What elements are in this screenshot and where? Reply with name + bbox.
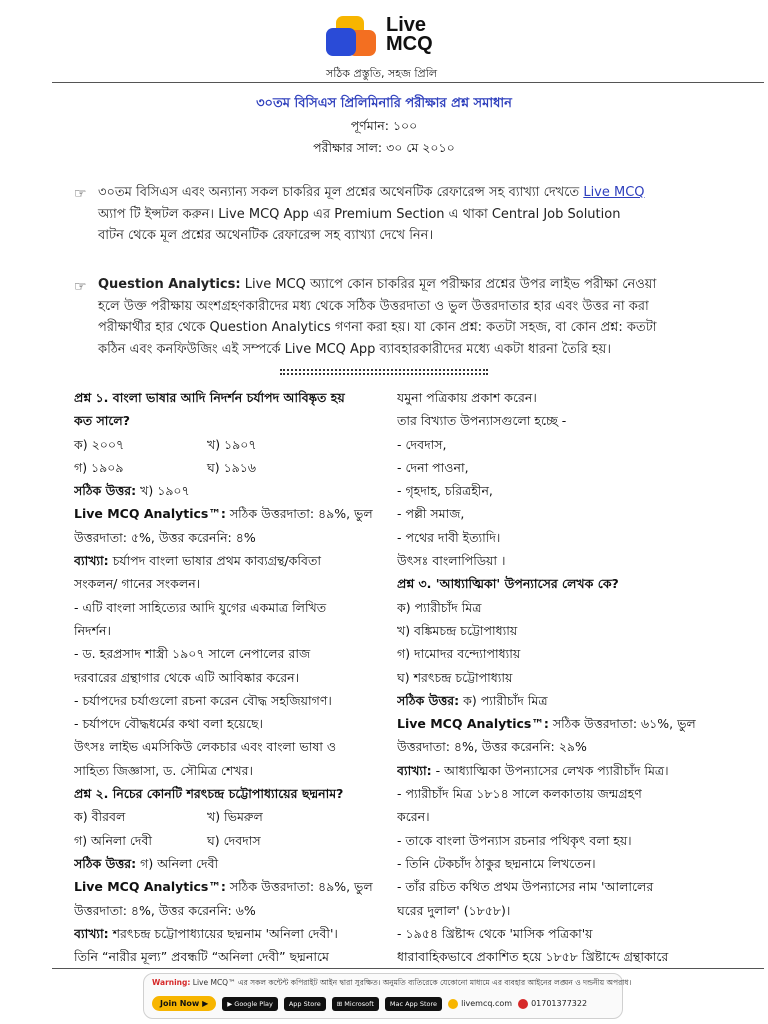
question-2-explanation: - পথের দাবী ইত্যাদি। xyxy=(397,529,501,545)
analytics-label: Live MCQ Analytics™: xyxy=(74,879,226,895)
option: ঘ) দেবদাস xyxy=(207,832,261,848)
pointing-hand-icon: ☞ xyxy=(74,279,87,295)
footer-divider xyxy=(52,968,764,969)
exam-date: পরীক্ষার সাল: ৩০ মে ২০১০ xyxy=(313,140,455,155)
note2-line4: কঠিন এবং কনফিউজিং এই সম্পর্কে Live MCQ App ব্যাবহারকারীদের মধ্যে একটা ধারনা তৈরি হয়। xyxy=(98,341,611,357)
question-2-answer xyxy=(74,852,374,875)
question-1-source: উৎসঃ লাইভ এমসিকিউ লেকচার এবং বাংলা ভাষা ও xyxy=(74,739,337,755)
question-1-explanation: - এটি বাংলা সাহিত্যের আদি যুগের একমাত্র লিখিত xyxy=(74,599,327,615)
mac-app-store-badge[interactable]: Mac App Store xyxy=(385,997,442,1011)
question-1-text: কত সালে? xyxy=(74,413,130,429)
note1-line2: অ্যাপ টি ইন্সটল করুন। Live MCQ App এর Premium Section এ থাকা Central Job Solution xyxy=(98,206,621,222)
question-3-analytics xyxy=(397,712,697,735)
analytics-label: Live MCQ Analytics™: xyxy=(397,716,549,732)
website-text: livemcq.com xyxy=(461,999,513,1008)
question-1-explanation: - চর্যাপদের চর্যাগুলো রচনা করেন বৌদ্ধ সহজিয়াগণ। xyxy=(74,692,332,708)
globe-icon xyxy=(448,999,458,1009)
page-title: ৩০তম বিসিএস প্রিলিমিনারি পরীক্ষার প্রশ্ন সমাধান xyxy=(256,96,512,111)
question-2-explanation: - পল্লী সমাজ, xyxy=(397,506,465,522)
explanation-label: ব্যাখ্যা: xyxy=(74,925,109,941)
footer-actions xyxy=(152,996,587,1011)
section-separator xyxy=(280,373,488,375)
question-1-analytics xyxy=(74,502,374,525)
note2-line1: Live MCQ অ্যাপে কোন চাকরির মূল পরীক্ষার প্রশ্নের উপর লাইভ পরীক্ষা নেওয়া xyxy=(240,277,657,292)
explanation-text: - আধ্যাত্মিকা উপন্যাসের লেখক প্যারীচাঁদ মিত্র। xyxy=(431,762,669,778)
section-separator xyxy=(280,369,488,371)
phone-text: 01701377322 xyxy=(531,999,588,1008)
warning-label: Warning: xyxy=(152,978,191,987)
option: খ) ১৯০৭ xyxy=(207,436,257,452)
answer-label: সঠিক উত্তর: xyxy=(397,692,460,708)
question-2-explanation: - দেবদাস, xyxy=(397,436,447,452)
live-mcq-logo xyxy=(326,14,456,80)
question-3-text: প্রশ্ন ৩. 'আধ্যাত্মিকা' উপন্যাসের লেখক কে? xyxy=(397,576,619,592)
question-3-explanation: - তাকে বাংলা উপন্যাস রচনার পথিকৃৎ বলা হয়। xyxy=(397,832,632,848)
explanation-text: চর্যাপদ বাংলা ভাষার প্রথম কাব্যগ্রন্থ/কবিতা xyxy=(108,553,321,569)
explanation-text: শরৎচন্দ্র চট্টোপাধ্যায়ের ছদ্মনাম 'অনিলা দেবী'। xyxy=(108,925,338,941)
phone-icon xyxy=(518,999,528,1009)
option: খ) ভিমরুল xyxy=(207,809,263,825)
option: ক) ২০০৭ xyxy=(74,436,125,452)
left-column xyxy=(74,386,374,968)
note2-line2: হলে উক্ত পরীক্ষায় অংশগ্রহণকারীদের মধ্য থেকে সঠিক উত্তরদাতা ও ভুল উত্তরদাতার হার এবং উত্তর না করা xyxy=(98,298,649,314)
note2-label: Question Analytics: xyxy=(98,277,241,292)
analytics-label: Live MCQ Analytics™: xyxy=(74,506,226,522)
analytics-value: সঠিক উত্তরদাতা: ৪৯%, ভুল xyxy=(225,879,373,895)
question-2-explanation xyxy=(74,922,374,945)
question-1-explanation: - চর্যাপদে বৌদ্ধধর্মের কথা বলা হয়েছে। xyxy=(74,716,264,732)
question-1-answer xyxy=(74,479,374,502)
google-play-badge[interactable]: ▶ Google Play xyxy=(222,997,278,1011)
question-2-source: উৎসঃ বাংলাপিডিয়া । xyxy=(397,553,506,569)
question-3-analytics: উত্তরদাতা: ৪%, উত্তর করেননি: ২৯% xyxy=(397,739,587,755)
option: ঘ) ১৯১৬ xyxy=(207,459,257,475)
question-2-explanation: তার বিখ্যাত উপন্যাসগুলো হচ্ছে - xyxy=(397,413,567,429)
option: গ) অনিলা দেবী xyxy=(74,832,152,848)
question-3-explanation: ধারাবাহিকভাবে প্রকাশিত হয়ে ১৮৫৮ খ্রিষ্টাব্দে গ্রন্থাকারে xyxy=(397,949,669,965)
logo-name-line2: MCQ xyxy=(386,33,433,55)
question-2-options xyxy=(74,805,374,828)
question-2-options xyxy=(74,829,374,852)
question-1-analytics: উত্তরদাতা: ৫%, উত্তর করেননি: ৪% xyxy=(74,529,256,545)
app-store-badge[interactable]: App Store xyxy=(284,997,326,1011)
explanation-label: ব্যাখ্যা: xyxy=(74,553,109,569)
logo-tagline: সঠিক প্রস্তুতি, সহজ প্রিলি xyxy=(326,67,438,80)
option: খ) বঙ্কিমচন্দ্র চট্টোপাধ্যায় xyxy=(397,622,518,638)
note1-line3: বাটন থেকে মূল প্রশ্নের অথেনটিক রেফারেন্স সহ ব্যাখ্যা দেখে নিন। xyxy=(98,228,434,243)
website-link[interactable] xyxy=(448,999,512,1009)
question-3-explanation: - প্যারীচাঁদ মিত্র ১৮১৪ সালে কলকাতায় জন্মগ্রহণ xyxy=(397,786,642,802)
analytics-value: সঠিক উত্তরদাতা: ৬১%, ভুল xyxy=(548,716,696,732)
option: ক) বীরবল xyxy=(74,809,126,825)
question-1-source: সাহিত্য জিজ্ঞাসা, ড. সৌমিত্র শেখর। xyxy=(74,762,253,778)
question-1-explanation: নিদর্শন। xyxy=(74,622,111,638)
question-3-answer xyxy=(397,689,697,712)
analytics-value: সঠিক উত্তরদাতা: ৪৯%, ভুল xyxy=(225,506,373,522)
answer-value: খ) ১৯০৭ xyxy=(136,483,190,499)
question-3-explanation: - তাঁর রচিত কথিত প্রথম উপন্যাসের নাম 'আলালের xyxy=(397,879,654,895)
logo-name xyxy=(386,16,433,54)
question-2-explanation: যমুনা পত্রিকায় প্রকাশ করেন। xyxy=(397,390,537,405)
logo-mark-icon xyxy=(326,16,378,58)
question-3-explanation xyxy=(397,759,697,782)
microsoft-store-badge[interactable]: ⊞ Microsoft xyxy=(332,997,379,1011)
option: গ) ১৯০৯ xyxy=(74,459,124,475)
question-2-text: প্রশ্ন ২. নিচের কোনটি শরৎচন্দ্র চট্টোপাধ্যায়ের ছদ্মনাম? xyxy=(74,786,344,802)
option: ক) প্যারীচাঁদ মিত্র xyxy=(397,599,482,615)
answer-value: গ) অনিলা দেবী xyxy=(136,855,219,871)
answer-label: সঠিক উত্তর: xyxy=(74,483,137,499)
question-2-analytics: উত্তরদাতা: ৪%, উত্তর করেননি: ৬% xyxy=(74,902,256,918)
question-3-explanation: করেন। xyxy=(397,809,430,825)
question-2-explanation: তিনি “নারীর মূল্য” প্রবন্ধটি “অনিলা দেবী” ছদ্মনামে xyxy=(74,949,329,965)
question-1-options xyxy=(74,456,374,479)
join-now-button[interactable]: Join Now ▶ xyxy=(152,996,216,1011)
footer-banner xyxy=(143,973,632,1019)
note1-line1: ৩০তম বিসিএস এবং অন্যান্য সকল চাকরির মূল প্রশ্নের অথেনটিক রেফারেন্স সহ ব্যাখ্যা দেখতে xyxy=(98,185,584,200)
note-install-app xyxy=(98,182,698,247)
question-2-explanation: - গৃহদাহ, চরিত্রহীন, xyxy=(397,483,493,499)
pointing-hand-icon: ☞ xyxy=(74,186,87,202)
question-1-options xyxy=(74,433,374,456)
question-1-explanation: - ড. হরপ্রসাদ শাস্ত্রী ১৯০৭ সালে নেপালের রাজ xyxy=(74,646,311,662)
explanation-label: ব্যাখ্যা: xyxy=(397,762,432,778)
question-1-explanation xyxy=(74,549,374,572)
question-3-explanation: ঘরের দুলাল' (১৮৫৮)। xyxy=(397,902,511,918)
note-question-analytics xyxy=(98,274,698,360)
question-1-text: প্রশ্ন ১. বাংলা ভাষার আদি নিদর্শন চর্যাপদ আবিষ্কৃত হয় xyxy=(74,390,345,405)
answer-value: ক) প্যারীচাঁদ মিত্র xyxy=(459,692,548,708)
right-column xyxy=(397,386,697,968)
live-mcq-link[interactable]: Live MCQ xyxy=(583,185,645,200)
question-2-analytics xyxy=(74,875,374,898)
question-1-explanation: সংকলন/ গানের সংকলন। xyxy=(74,576,201,592)
phone-number xyxy=(518,999,587,1009)
copyright-warning xyxy=(152,978,631,990)
note2-line3: পরীক্ষার্থীর হার থেকে Question Analytics গণনা করা হয়। যা কোন প্রশ্ন: কতটা সহজ, বা কোন প্রশ্ন: কতটা xyxy=(98,320,657,335)
warning-text: Live MCQ™ এর সকল কন্টেন্ট কপিরাইট আইন দ্বারা সুরক্ষিত। অনুমতি ব্যতিরেকে যেকোনো মাধ্যমে এর ব্যবহার আইনের লঙ্ঘন ও দন্ডনীয় অপরাধ। xyxy=(190,978,632,987)
logo-name-line1: Live xyxy=(386,14,427,36)
full-marks: পূর্ণমান: ১০০ xyxy=(350,118,418,133)
header-divider xyxy=(52,82,764,83)
question-3-explanation: - তিনি টেকচাঁদ ঠাকুর ছদ্মনামে লিখতেন। xyxy=(397,855,596,871)
question-2-explanation: - দেনা পাওনা, xyxy=(397,459,469,475)
option: ঘ) শরৎচন্দ্র চট্টোপাধ্যায় xyxy=(397,669,513,685)
question-3-explanation: - ১৯৫৪ খ্রিষ্টাব্দ থেকে 'মাসিক পত্রিকা'য় xyxy=(397,925,593,941)
answer-label: সঠিক উত্তর: xyxy=(74,855,137,871)
question-1-explanation: দরবারের গ্রন্থাগার থেকে এটি আবিষ্কার করেন। xyxy=(74,669,300,685)
option: গ) দামোদর বন্দ্যোপাধ্যায় xyxy=(397,646,521,662)
